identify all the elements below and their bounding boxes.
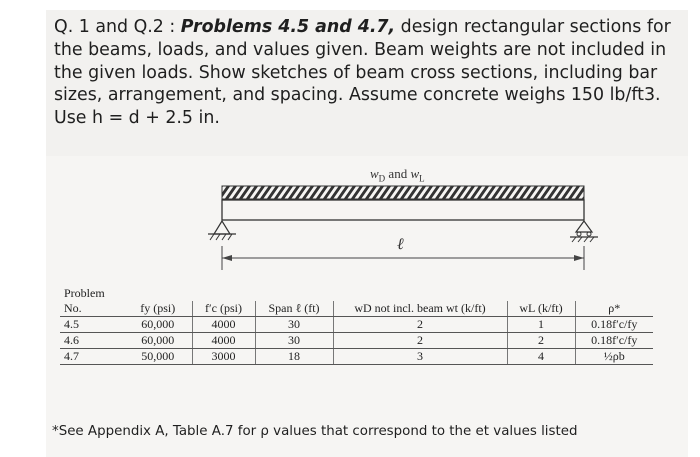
question-prefix: Q. 1 and Q.2 :: [54, 17, 181, 37]
header-problem: Problem: [64, 286, 105, 300]
span-label: ℓ: [397, 236, 404, 253]
distributed-load: [222, 186, 584, 199]
header-fy: fy (psi): [124, 301, 192, 317]
question-problems: Problems 4.5 and 4.7,: [180, 17, 396, 37]
header-wl: wL (k/ft): [507, 301, 575, 317]
problem-table: [60, 286, 653, 365]
left-pin-support: [208, 221, 236, 240]
question-body: design rectangular sections for the beams, loads, and values given. Beam weights are not included in the given loads. Show sketches of beam cross sections, including bar sizes, arrangement, and spacing. Assume concrete weighs 150 lb/ft3. Use h = d + 2.5 in.: [54, 17, 671, 129]
table-row: 4.7 50,000 3000 18 3 4 ½ρb: [60, 349, 653, 365]
table-row: 4.5 60,000 4000 30 2 1 0.18f′c/fy: [60, 317, 653, 333]
header-span: Span ℓ (ft): [255, 301, 333, 317]
right-roller-support: [570, 221, 598, 242]
table-row: 4.6 60,000 4000 30 2 2 0.18f′c/fy: [60, 333, 653, 349]
load-label: $w_D$ and $w_L$: [370, 166, 425, 184]
header-wd: wD not incl. beam wt (k/ft): [333, 301, 507, 317]
header-no: No.: [60, 301, 124, 317]
header-rho: ρ*: [575, 301, 653, 317]
header-fc: f′c (psi): [192, 301, 255, 317]
beam: [222, 200, 584, 220]
footnote: *See Appendix A, Table A.7 for ρ values that correspond to the et values listed: [52, 424, 578, 439]
